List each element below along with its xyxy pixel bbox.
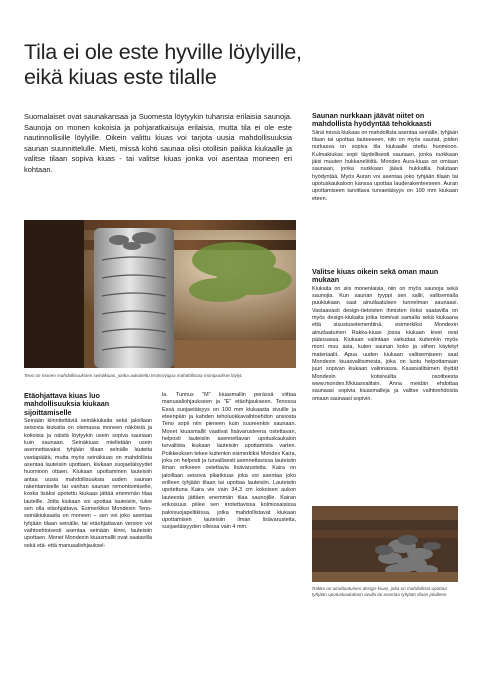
hero-photo-illustration <box>24 220 296 368</box>
col3b-heading: Valitse kiuas oikein sekä oman maun mukaan <box>312 267 439 285</box>
hero-caption: Teno on monen mahdollisuuksien seinäkiuas, jonka aukoiteltu terässivippa mahdollistaa monipuoliset löylyt. <box>24 373 243 378</box>
col1-body: Seinään kiinnitettäviä seinäkiukaita sekä jaloillaan seisovia kiukaita on olemassa moneen näköisiä ja kokoisia ja näistä löytyykin usein sopiva saunaan kuin saunaan. Seinäkiuas mielletään usein asennettavaksi tyhjään tilaan seinälle lauteita vastapäätä, mutta myös seinäkiuas on mahdollista asentaa lauteisiin upottaen, kiukaan suojaetäisyydet huomioon ottaen. Kiukaan upottaminen lauteisiin antaa uusia mahdollisuuksia uuden saunan rakentamiselle tai vanhan saunan remontoimiselle, koska lisäksi upotettu kiukaas jättää enemmän tilaa lauteille. Jotta kiukaan voi upottaa lauteisiin, tulee sen olla etäohjattava. Esimerkiksi Mondexin Teno-seinäkiukaasta on moneen – sen voi joko asentaa tyhjään tilaan seinälle, tai etäohjattavan version voi vaihtoehtoisesti asentaa seinään kinni, lauteisiin upottaen. Monet Mondexin kiuasmallit ovat saatavilla sekä etä- että manuaaliohjauksel- <box>24 417 152 549</box>
column-3-top <box>312 112 458 203</box>
side-caption: Rakka on ainutlaatuinen design-kiuas, joka on mahdollista upottaa tyhjään upotuskaukaloon avulla tai asentaa tyhjään tilaan jalalleen. <box>312 586 448 597</box>
column-1 <box>24 392 152 550</box>
col3a-heading: Saunan nurkkaan jäävät niitet on mahdollista hyödyntää tehokkaasti <box>312 111 432 129</box>
article-headline <box>24 40 464 90</box>
headline-line-1: Tila ei ole este hyville löylyille, <box>24 40 302 64</box>
col2-body: la. Tunnus "M" kiuasmallin perässä viittaa manuaaliohjaukseen ja "E" etäohjaukseen. Tenossa Essä suojaetäisyys on 100 mm kiukaasta sivuille ja eteenpäin ja kahden teholuokkavaihtoehdon ansiosta Teno sopii niin pieneen kuin suureenkin saunaan. Monet kiuasmallit vaativat lisävarusteena ostettavan, helposti lauteisiin asennettavan upotuskaukalon turvallista kiukaan lauteisiin upottamista varten. Poikkeuksen tekee kuitenkin esimerkiksi Mondex Kaira, joka on helposti ja turvallisesti asennettavissa lauteisiin ilman erikseen ostettavia lisävarusteita. Kaira on jaloillaan seisova pilarikiuas joka voi asentaa joko erilleen tyhjään tilaan tai upottaa lauteisiin. Lauteisiin upotettuna Kaira vie vain 34,3 cm kokoisen aukon lauteesta jättäen enemmän tilaa saunojille. Kairan erikoisuus piilee sen irrotettavissa kolmiosaisissa paloisuojapeltikissa, jotka mahdollistavat kiukaan upottamisen lauteisiin ilman lisävarusteita, suojaetäisyyden ollessa vain 4 mm. <box>162 392 296 531</box>
article-lead: Suomalaiset ovat saunakansaa ja Suomesta löytyykin tuhansia erilaisia saunoja. Saunoja on monen kokoisia ja pohjaratkaisuja erilaisia, mutta tila ei ole este nautinnollisille löylyille. Oikein valittu kiuas voi tarjota uusia mahdollisuuksia saunan suunnittelulle. Mieti, missä kohti saunaa olisi otollisin paikka kiukaalle ja valitse tilaan sopiva kiuas - tai valitse kiuas jonka voi asentaa moneen eri kohtaan. <box>24 112 292 174</box>
col3a-body: Siinä missä kiukaas on mahdollista asentaa seinälle, tyhjään tilaan tai upottaa lauteeseen, niin on myös saunat, joiden nurkassa on sopiva tila kiukaalle otettu huomioon. Kulmakiukas sopii täydellisesti saunaan, jonka nurkkaan jäisi muuten hukkaneliöitä. Mondex Aura-kiuas on omiaan saunaan, jonka nurkkaan jäävä hukkatila halutaan hyödyntää. Myös Auran voi asentaa joko tyhjään tilaan tai upotuskaukaloon kanssa upottaa lauderakenteeseen. Auran upottamiseen tarvittava turvaetäisyys on 100 mm kiukaan eteen. <box>312 129 458 202</box>
side-photo-rakka-heater <box>312 506 458 582</box>
headline-line-2: eikä kiuas este tilalle <box>24 65 217 89</box>
column-3-bottom <box>312 268 458 403</box>
col1-heading: Etäohjattava kiuas luo mahdollisuuksia kiukaan sijoittamiselle <box>24 391 110 417</box>
col3b-body: Kiukaita on siis monenlaisia, niin on myös saunoja sekä saunojia. Kun saunan tyyppi sen sallii, valitsemalla puukiukaan saat ainutlaatuisen tunnelman saunaasi. Vastaavasti design-tietoisten ihmisten iloksi saatavilla on myös design-kiukaita jotka toimivat samalla sekä kiukaana että sisustuselementtinä, esimerkiksi Mondexin ainutlaatuinen Rakka-kiuas jossa kiukaan kivet ovat pääosassa. Kiukaan valintaan vaikuttaa kuitenkin myös moni muu asia, kuten saunan koko ja siihen käytetyt materiaalit. Apua uuden kiukaan valitsemiseen saat Mondexin kiuasvalitsimesta, joka on luotu helpottamaan juuri sopivan kiukaan valinnassa. Kiuasvalitsimen löydät Mondexin kotisivuilta osoitteesta www.mondex.fi/kiuasvalitsin. Anna meidän ehdottaa saunaasi sopivia kiuasmalleja ja valitse vaihtoehdoista omaan saunaasi sopivin. <box>312 285 458 402</box>
side-photo-illustration <box>312 506 458 582</box>
column-2 <box>162 392 296 532</box>
hero-photo-sauna-heater <box>24 220 296 368</box>
